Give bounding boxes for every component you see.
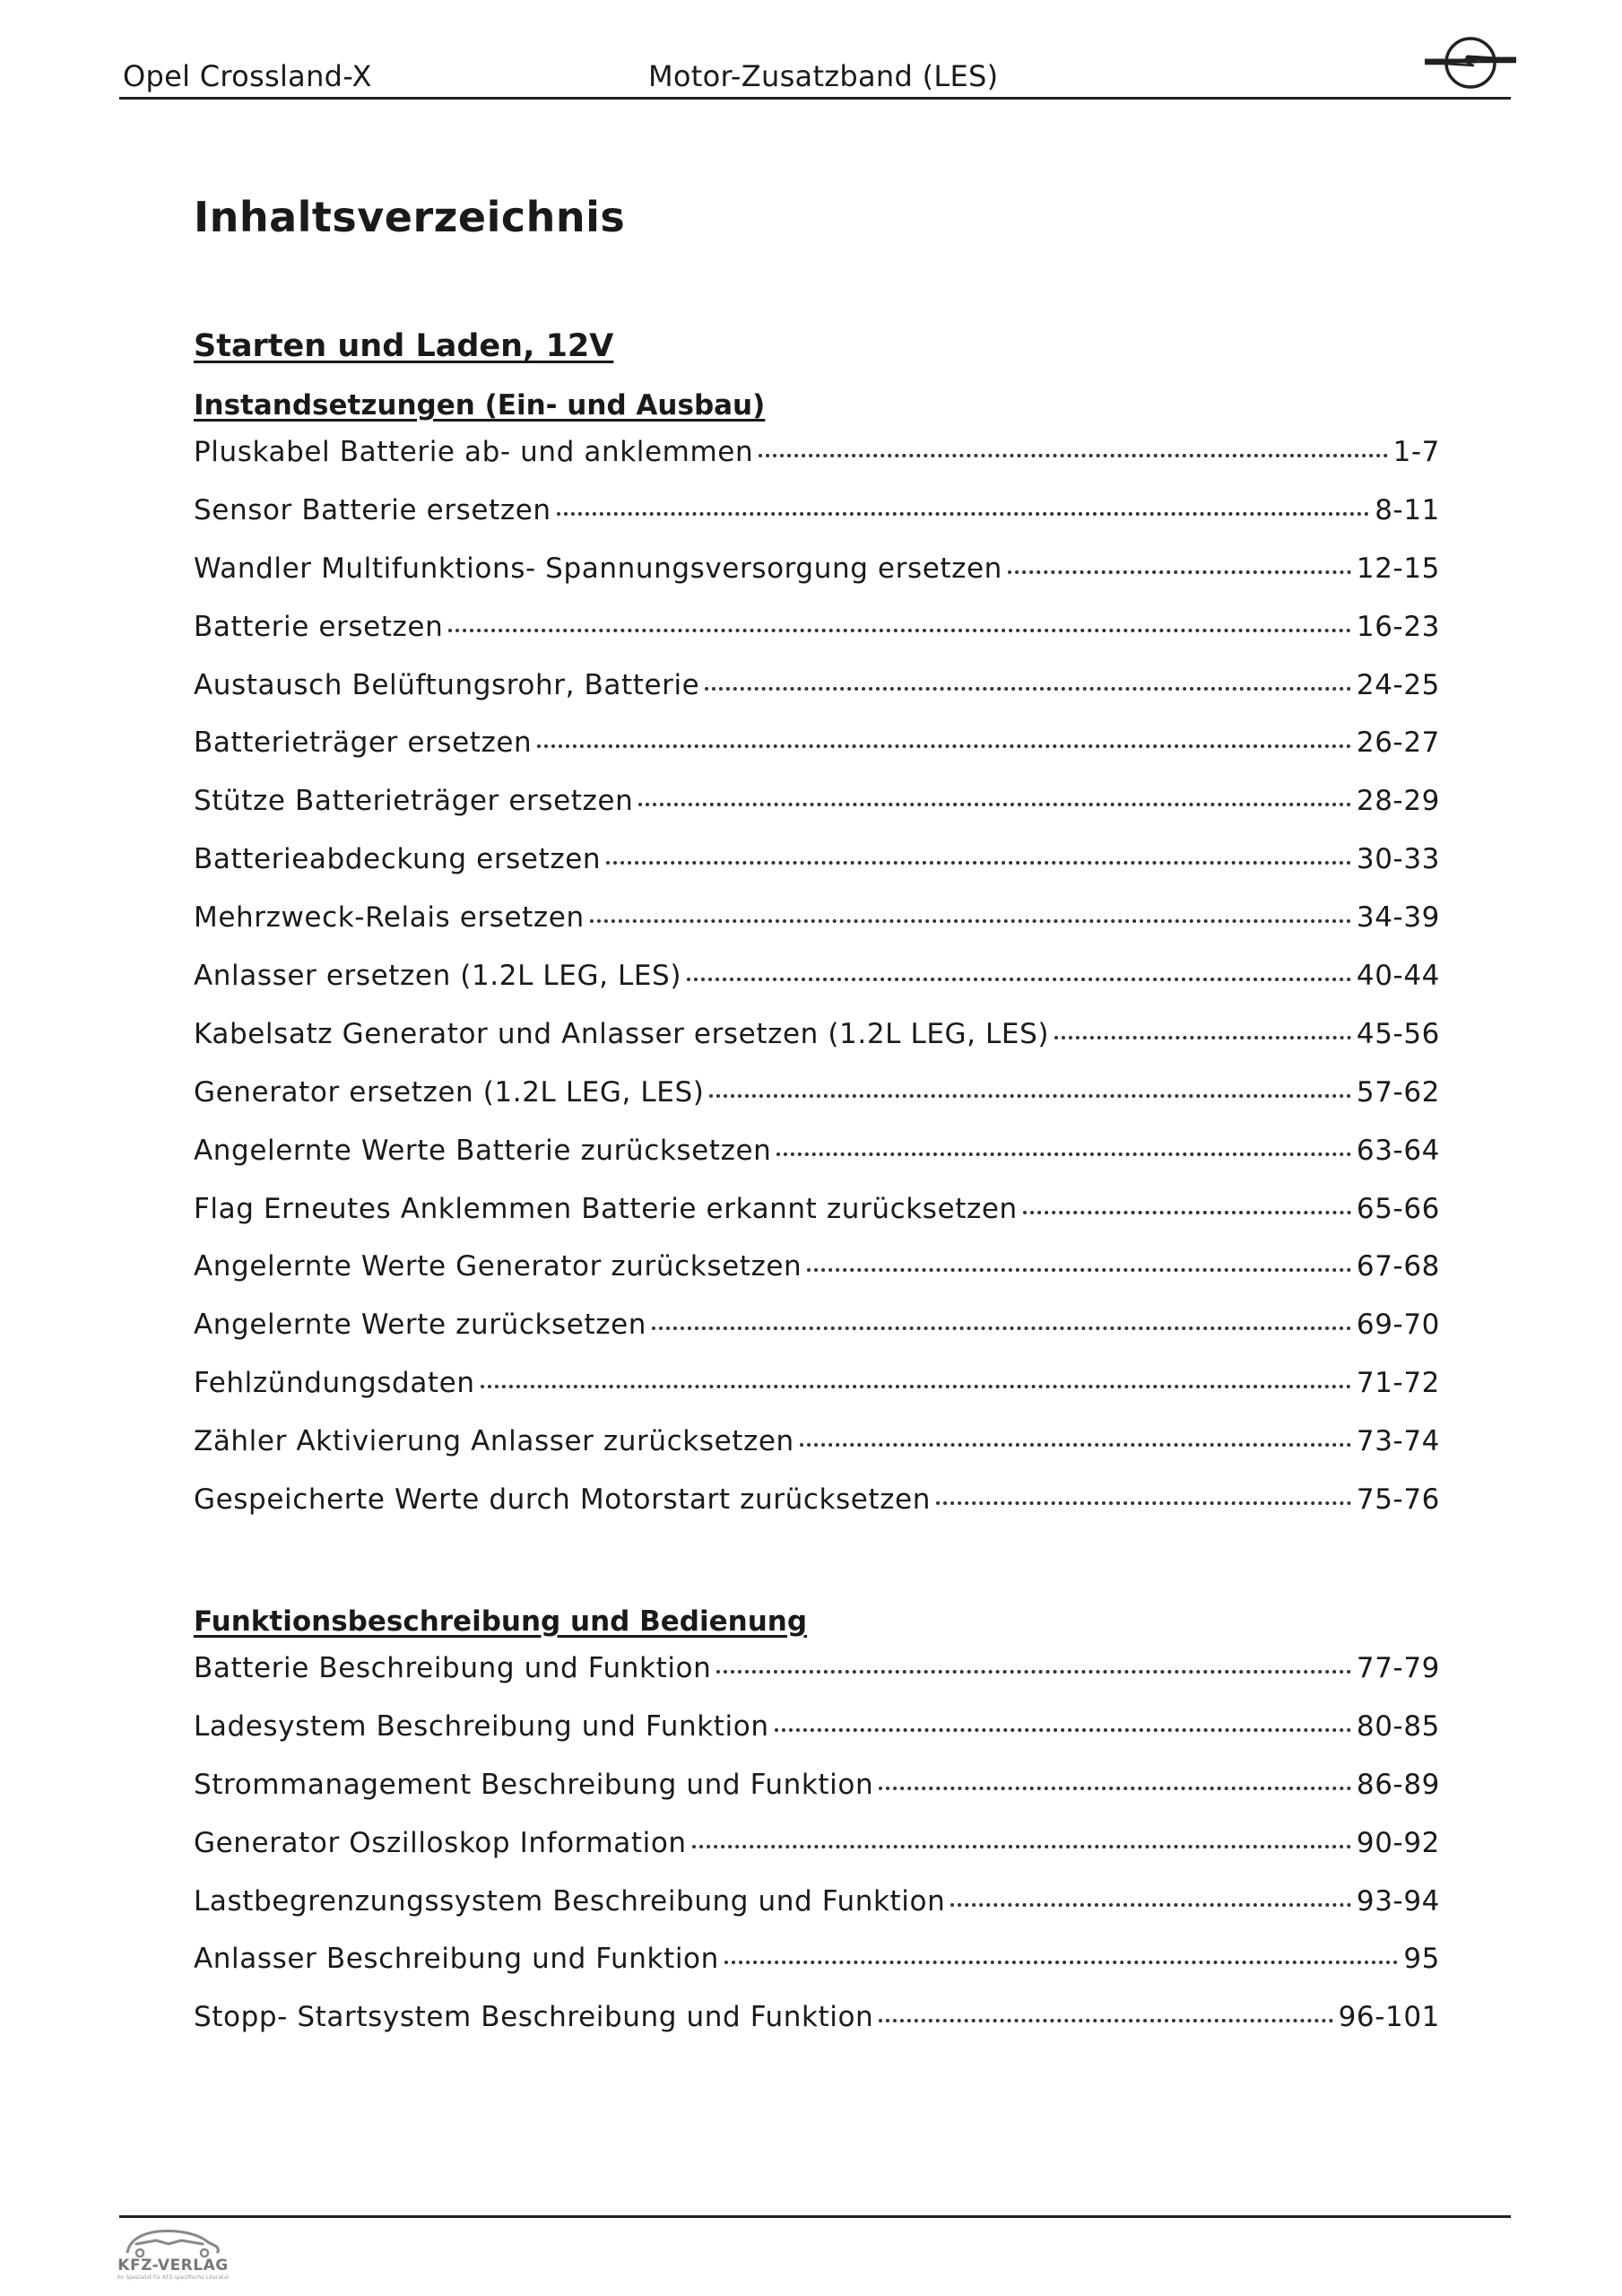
toc-entry-page: 8-11 — [1375, 493, 1440, 526]
toc-entry-page: 96-101 — [1338, 2001, 1440, 2034]
toc-entry-page: 40-44 — [1356, 960, 1440, 993]
toc-entry-label: Austausch Belüftungsrohr, Batterie — [194, 668, 700, 701]
toc-entry-label: Angelernte Werte Generator zurücksetzen — [194, 1250, 802, 1283]
toc-entry[interactable] — [194, 611, 1440, 669]
toc-entry-page: 57-62 — [1356, 1075, 1440, 1109]
toc-entry-label: Kabelsatz Generator und Anlasser ersetzen (1.2L LEG, LES) — [194, 1017, 1050, 1050]
toc-entry[interactable] — [194, 785, 1440, 843]
footer-logo-subtext: Ihr Spezialist für KFZ-spezifische Literatur — [117, 2274, 230, 2281]
opel-logo-icon — [1421, 27, 1520, 91]
toc-entry[interactable] — [194, 726, 1440, 785]
page-title: Inhaltsverzeichnis — [194, 193, 626, 241]
toc-entry-label: Fehlzündungsdaten — [194, 1367, 475, 1400]
toc-entry-label: Batterie Beschreibung und Funktion — [194, 1652, 712, 1684]
toc-entry-label: Generator Oszilloskop Information — [194, 1826, 687, 1859]
toc-entry-page: 86-89 — [1356, 1768, 1440, 1801]
toc-entry-label: Stopp- Startsystem Beschreibung und Funktion — [194, 2001, 874, 2034]
toc-entry-label: Zähler Aktivierung Anlasser zurücksetzen — [194, 1425, 794, 1458]
toc-dot-leader — [448, 629, 1351, 632]
toc-entry-page: 67-68 — [1356, 1250, 1440, 1283]
toc-entry-label: Sensor Batterie ersetzen — [194, 493, 551, 526]
toc-dot-leader — [705, 687, 1351, 691]
toc-entry[interactable] — [194, 1018, 1440, 1076]
toc-entry[interactable] — [194, 1483, 1440, 1542]
toc-entry-label: Stütze Batterieträger ersetzen — [194, 785, 634, 818]
toc-entry-label: Generator ersetzen (1.2L LEG, LES) — [194, 1075, 705, 1109]
toc-entry-label: Ladesystem Beschreibung und Funktion — [194, 1709, 769, 1743]
toc-entry-page: 80-85 — [1356, 1709, 1440, 1743]
toc-entry[interactable] — [194, 494, 1440, 552]
toc-dot-leader — [716, 1670, 1351, 1674]
toc-entry[interactable] — [194, 1769, 1440, 1827]
toc-dot-leader — [590, 919, 1351, 923]
toc-entry-label: Angelernte Werte Batterie zurücksetzen — [194, 1134, 772, 1167]
toc-entry-label: Anlasser Beschreibung und Funktion — [194, 1943, 719, 1976]
toc-entry[interactable] — [194, 1652, 1440, 1710]
toc-dot-leader — [724, 1961, 1398, 1964]
toc-entry-label: Batterieträger ersetzen — [194, 726, 533, 760]
kfz-verlag-logo — [115, 2222, 231, 2287]
toc-entry-label: Angelernte Werte zurücksetzen — [194, 1309, 647, 1342]
toc-entry-label: Strommanagement Beschreibung und Funktion — [194, 1768, 874, 1801]
toc-dot-leader — [775, 1728, 1351, 1732]
toc-entry-page: 26-27 — [1356, 726, 1440, 760]
toc-entry-page: 75-76 — [1356, 1483, 1440, 1517]
toc-list-funktionsbeschreibung — [194, 1652, 1440, 2059]
toc-dot-leader — [800, 1443, 1351, 1447]
toc-entry-page: 1-7 — [1392, 436, 1440, 468]
toc-entry-label: Wandler Multifunktions- Spannungsversorgung ersetzen — [194, 552, 1002, 585]
toc-entry-page: 30-33 — [1356, 843, 1440, 876]
car-wrench-icon — [115, 2222, 231, 2258]
toc-dot-leader — [606, 861, 1351, 865]
toc-list-instandsetzungen — [194, 436, 1440, 1542]
group-title-instandsetzungen: Instandsetzungen (Ein- und Ausbau) — [194, 389, 766, 422]
toc-entry[interactable] — [194, 1193, 1440, 1251]
toc-dot-leader — [1008, 570, 1351, 574]
toc-dot-leader — [481, 1385, 1351, 1388]
toc-entry-label: Mehrzweck-Relais ersetzen — [194, 901, 585, 935]
toc-entry-label: Pluskabel Batterie ab- und anklemmen — [194, 436, 754, 468]
header-vehicle-name: Opel Crossland-X — [123, 59, 372, 93]
toc-entry-label: Batterie ersetzen — [194, 610, 444, 643]
toc-entry[interactable] — [194, 1943, 1440, 2001]
toc-entry-label: Anlasser ersetzen (1.2L LEG, LES) — [194, 960, 682, 993]
section-title: Starten und Laden, 12V — [194, 328, 614, 364]
footer-divider — [119, 2215, 1511, 2218]
footer-logo-text: KFZ-VERLAG — [117, 2257, 229, 2274]
toc-entry-page: 63-64 — [1356, 1134, 1440, 1167]
toc-entry[interactable] — [194, 843, 1440, 901]
toc-entry-page: 24-25 — [1356, 668, 1440, 701]
toc-entry[interactable] — [194, 1827, 1440, 1885]
toc-dot-leader — [709, 1094, 1350, 1098]
toc-entry[interactable] — [194, 1425, 1440, 1483]
toc-entry-page: 16-23 — [1356, 610, 1440, 643]
toc-entry-page: 12-15 — [1356, 552, 1440, 585]
toc-entry[interactable] — [194, 436, 1440, 494]
toc-entry-label: Lastbegrenzungssystem Beschreibung und Funktion — [194, 1884, 946, 1918]
toc-entry[interactable] — [194, 2001, 1440, 2059]
toc-entry-page: 77-79 — [1356, 1652, 1440, 1684]
toc-dot-leader — [557, 512, 1370, 516]
toc-dot-leader — [1054, 1036, 1351, 1039]
toc-entry-label: Flag Erneutes Anklemmen Batterie erkannt zurücksetzen — [194, 1192, 1018, 1225]
toc-entry[interactable] — [194, 669, 1440, 727]
toc-entry-page: 28-29 — [1356, 785, 1440, 818]
toc-dot-leader — [807, 1268, 1351, 1272]
toc-entry[interactable] — [194, 1367, 1440, 1425]
toc-entry-page: 95 — [1403, 1943, 1440, 1976]
toc-entry-page: 71-72 — [1356, 1367, 1440, 1400]
toc-entry-page: 45-56 — [1356, 1017, 1440, 1050]
toc-dot-leader — [1023, 1211, 1351, 1214]
toc-dot-leader — [759, 454, 1387, 457]
toc-entry-page: 73-74 — [1356, 1425, 1440, 1458]
toc-entry[interactable] — [194, 1076, 1440, 1135]
toc-dot-leader — [950, 1903, 1351, 1907]
page-header — [119, 56, 1511, 100]
toc-entry[interactable] — [194, 901, 1440, 960]
toc-entry[interactable] — [194, 1710, 1440, 1769]
header-manual-name: Motor-Zusatzband (LES) — [648, 59, 999, 93]
toc-entry-page: 93-94 — [1356, 1884, 1440, 1918]
toc-entry-page: 69-70 — [1356, 1309, 1440, 1342]
toc-entry[interactable] — [194, 1309, 1440, 1367]
toc-entry[interactable] — [194, 1135, 1440, 1193]
toc-dot-leader — [776, 1152, 1351, 1156]
toc-entry[interactable] — [194, 1885, 1440, 1944]
group-title-funktionsbeschreibung: Funktionsbeschreibung und Bedienung — [194, 1605, 808, 1638]
toc-entry[interactable] — [194, 1250, 1440, 1309]
toc-entry[interactable] — [194, 552, 1440, 611]
toc-entry-label: Gespeicherte Werte durch Motorstart zurücksetzen — [194, 1483, 931, 1517]
toc-entry[interactable] — [194, 960, 1440, 1018]
toc-entry-page: 34-39 — [1356, 901, 1440, 935]
toc-entry-page: 90-92 — [1356, 1826, 1440, 1859]
toc-dot-leader — [936, 1501, 1351, 1505]
toc-entry-page: 65-66 — [1356, 1192, 1440, 1225]
toc-dot-leader — [879, 2019, 1332, 2022]
toc-dot-leader — [879, 1787, 1351, 1790]
toc-dot-leader — [652, 1326, 1351, 1330]
toc-dot-leader — [687, 978, 1351, 981]
toc-entry-label: Batterieabdeckung ersetzen — [194, 843, 602, 876]
toc-dot-leader — [638, 803, 1351, 806]
toc-dot-leader — [537, 744, 1351, 748]
toc-dot-leader — [692, 1845, 1351, 1848]
